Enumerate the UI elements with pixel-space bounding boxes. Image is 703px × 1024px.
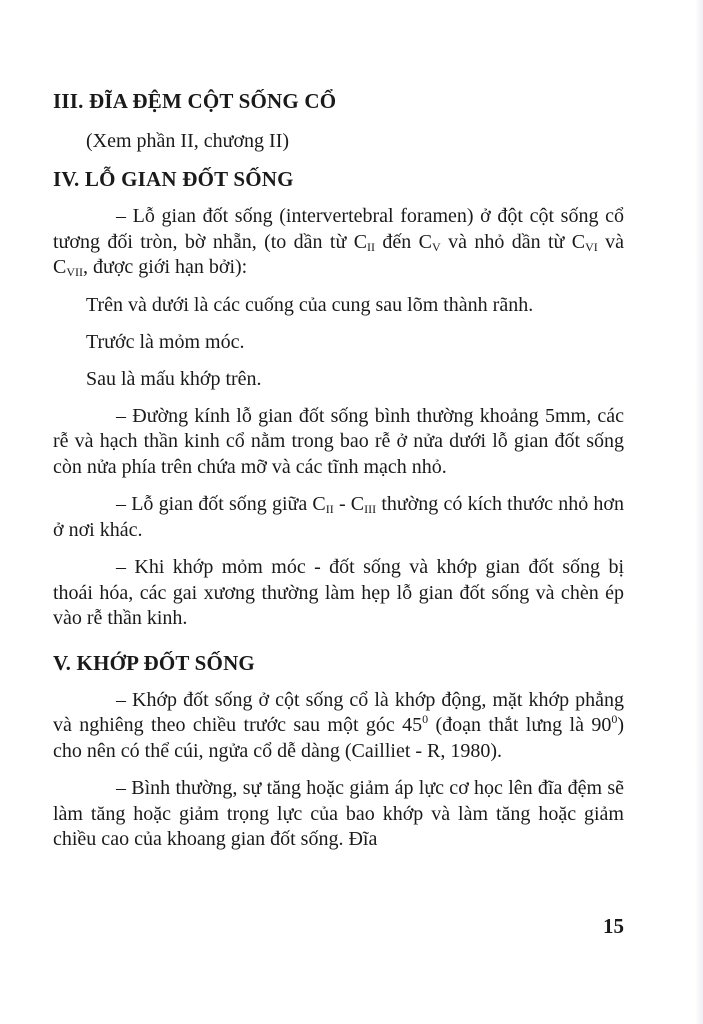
section-heading-3: III. ĐĨA ĐỆM CỘT SỐNG CỔ (53, 89, 337, 113)
paragraph: – Đường kính lỗ gian đốt sống bình thường khoảng 5mm, các rễ và hạch thần kinh cổ nằm trong bao rễ ở nửa dưới lỗ gian đốt sống còn nửa phía trên chứa mỡ và các tĩnh mạch nhỏ. (53, 404, 624, 478)
section-heading-4: IV. LỖ GIAN ĐỐT SỐNG (53, 167, 294, 191)
page-edge-shadow (695, 0, 703, 1024)
superscript: 0 (422, 712, 429, 726)
text: - C (333, 493, 365, 515)
list-line: Trên và dưới là các cuống của cung sau lõm thành rãnh. (86, 293, 534, 316)
page-number: 15 (603, 914, 624, 938)
paragraph: – Khi khớp mỏm móc - đốt sống và khớp gian đốt sống bị thoái hóa, các gai xương thường làm hẹp lỗ gian đốt sống và chèn ép vào rễ thần kinh. (53, 556, 624, 629)
section-3-note: (Xem phần II, chương II) (86, 130, 290, 152)
text: thường có kích thước nhỏ hơn ở nơi khác. (53, 493, 624, 541)
superscript: 0 (611, 712, 618, 726)
paragraph (53, 688, 624, 765)
text: (đoạn thắt lưng là 90 (428, 714, 612, 736)
subscript: II (325, 502, 334, 516)
subscript: V (432, 239, 441, 254)
subscript: VI (585, 239, 598, 254)
list-line: Trước là mỏm móc. (86, 330, 245, 353)
text: – Khớp đốt sống ở cột sống cổ là khớp động, mặt khớp phẳng và nghiêng theo chiều trước sau một góc 45 (53, 688, 624, 736)
subscript: III (364, 502, 377, 516)
text: – Lỗ gian đốt sống giữa C (116, 493, 326, 515)
section-heading-5: V. KHỚP ĐỐT SỐNG (53, 650, 255, 675)
paragraph (53, 204, 624, 281)
subscript: II (367, 239, 376, 254)
subscript: VII (66, 265, 84, 279)
text: đến C (375, 230, 433, 253)
page-content (53, 88, 624, 853)
paragraph: – Bình thường, sự tăng hoặc giảm áp lực cơ học lên đĩa đệm sẽ làm tăng hoặc giảm trọng lực của bao khớp và làm tăng hoặc giảm chiều cao của khoang gian đốt sống. Đĩa (53, 777, 624, 850)
list-line: Sau là mấu khớp trên. (86, 367, 262, 390)
text: và nhỏ dần từ C (440, 230, 586, 253)
text: ) cho nên có thể cúi, ngửa cổ dễ dàng (Cailliet - R, 1980). (53, 714, 624, 762)
paragraph (53, 492, 624, 543)
text: – Lỗ gian đốt sống (intervertebral foramen) ở đột cột sống cổ tương đối tròn, bờ nhẵn, (to dần từ C (53, 205, 624, 253)
text: và C (53, 230, 624, 278)
text: , được giới hạn bởi): (83, 256, 248, 278)
